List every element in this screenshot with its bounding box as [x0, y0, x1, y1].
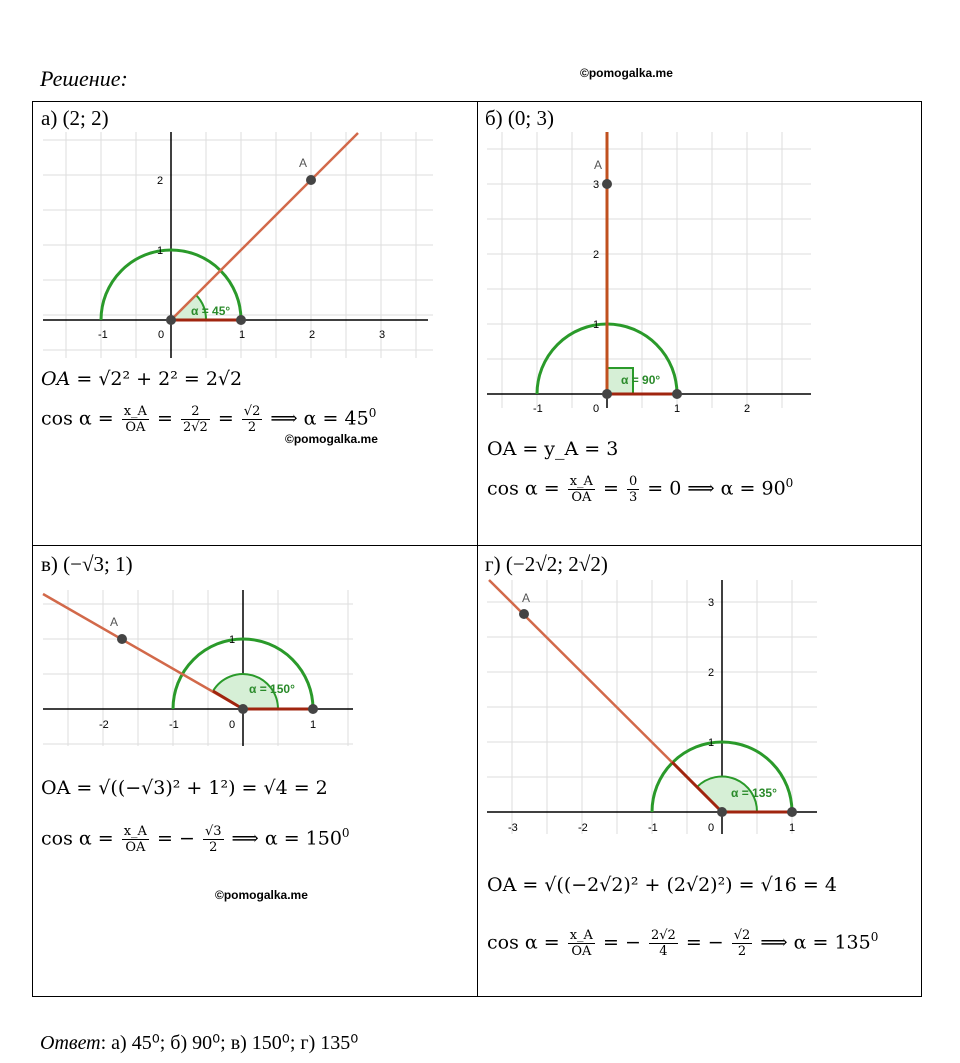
cell-g-cos-formula	[487, 928, 878, 959]
cell-a-cos-formula: cos α = $\frac{x\_A}{OA}$ = $\frac{2}{2√2}$ = $\frac{√2}{2}$ ⟹ $\alpha = 45^0$	[41, 404, 377, 435]
graph-v-xtick: -1	[169, 719, 179, 731]
graph-a-grid	[43, 132, 433, 358]
graph-g-origin-point	[717, 807, 727, 817]
cell-g-cos-mid-2: = −	[685, 931, 724, 954]
graph-b-xtick: 0	[593, 403, 600, 415]
cell-g-frac-3: $\frac{√2}{2}$	[733, 928, 751, 959]
cell-a-frac-3: $\frac{√2}{2}$	[243, 404, 261, 435]
graph-a-ray	[171, 133, 358, 320]
graph-a-point-label: A	[299, 156, 308, 170]
graph-v-point-a	[117, 634, 127, 644]
table-divider-vertical	[477, 102, 478, 996]
cell-v-frac-2: $\frac{√3}{2}$	[204, 824, 222, 855]
solution-table	[32, 101, 922, 997]
cell-a-cos-result: ⟹ α = 45	[270, 407, 369, 430]
cell-a-cos-prefix: cos α =	[41, 407, 114, 430]
watermark-cell-a: ©pomogalka.me	[285, 432, 378, 446]
graph-v-angle-label: α = 150°	[249, 682, 295, 696]
graph-a-ytick: 2	[157, 175, 164, 187]
graph-g-ytick: 3	[708, 597, 715, 609]
graph-b-ytick: 3	[593, 179, 600, 191]
graph-a-xtick: -1	[98, 329, 108, 341]
cell-b-oa-formula: OA = y_A = 3	[487, 438, 619, 460]
cell-a-frac-2: $\frac{2}{2√2}$	[182, 404, 208, 435]
graph-v-xtick: 1	[310, 719, 317, 731]
graph-b-grid	[487, 132, 811, 408]
cell-a-oa-lhs: OA	[41, 368, 71, 390]
graph-v	[43, 590, 353, 746]
graph-a-point-a	[306, 175, 316, 185]
cell-g-frac-2: $\frac{2√2}{4}$	[650, 928, 676, 959]
answer-prefix: Ответ	[40, 1032, 101, 1054]
graph-v-xtick: -2	[99, 719, 109, 731]
graph-b-xtick: 2	[744, 403, 751, 415]
graph-a-ytick: 1	[157, 245, 164, 257]
cell-b-cos-degree: 0	[785, 476, 794, 491]
graph-v-grid	[43, 590, 353, 746]
graph-a-origin-point	[166, 315, 176, 325]
graph-g-xtick: -3	[508, 822, 518, 834]
cell-v-oa-formula: OA = √((−√3)² + 1²) = √4 = 2	[41, 777, 328, 799]
graph-g-point-a	[519, 609, 529, 619]
watermark-top: ©pomogalka.me	[580, 66, 673, 80]
graph-b-angle-label: α = 90°	[621, 373, 661, 387]
graph-g-angle-label: α = 135°	[731, 786, 777, 800]
graph-g-xtick: -1	[648, 822, 658, 834]
cell-v-frac-1: $\frac{x\_A}{OA}$	[123, 824, 147, 855]
cell-b-frac-1: $\frac{x\_A}{OA}$	[569, 474, 593, 505]
graph-v-origin-point	[238, 704, 248, 714]
graph-a	[43, 132, 433, 358]
cell-b-cos-result: = 0 ⟹ α = 90	[647, 477, 786, 500]
graph-a-xtick: 2	[309, 329, 316, 341]
graph-a-angle-label: α = 45°	[191, 304, 231, 318]
graph-g-xtick: 1	[789, 822, 796, 834]
cell-g-oa-formula: OA = √((−2√2)² + (2√2)²) = √16 = 4	[487, 874, 837, 896]
cell-a-frac-1: $\frac{x\_A}{OA}$	[123, 404, 147, 435]
cell-b-frac-2: $\frac{0}{3}$	[628, 474, 638, 505]
cell-v-cos-degree: 0	[341, 826, 350, 841]
graph-b-point-label: A	[594, 158, 603, 172]
cell-a-cos-degree: 0	[368, 406, 377, 421]
cell-g-cos-result: ⟹ α = 135	[760, 931, 871, 954]
cell-b-cos-prefix: cos α =	[487, 477, 560, 500]
graph-a-unit-point	[236, 315, 246, 325]
graph-g-point-label: A	[522, 591, 531, 605]
cell-g-label: г) (−2√2; 2√2)	[485, 552, 608, 576]
answer-line	[40, 1030, 358, 1055]
cell-v-label: в) (−√3; 1)	[41, 552, 133, 576]
graph-b-unit-point	[672, 389, 682, 399]
graph-v-unit-point	[308, 704, 318, 714]
graph-b-ytick: 1	[593, 319, 600, 331]
graph-b-xtick: 1	[674, 403, 681, 415]
cell-g-frac-1: $\frac{x\_A}{OA}$	[569, 928, 593, 959]
graph-b-xtick: -1	[533, 403, 543, 415]
cell-b-label: б) (0; 3)	[485, 106, 554, 130]
graph-v-xtick: 0	[229, 719, 236, 731]
graph-b	[487, 132, 811, 415]
cell-v-cos-prefix: cos α =	[41, 827, 114, 850]
cell-v-cos-result: ⟹ α = 150	[231, 827, 342, 850]
table-divider-horizontal	[33, 545, 921, 546]
graph-b-ytick: 2	[593, 249, 600, 261]
graph-a-xtick: 0	[158, 329, 165, 341]
graph-b-origin-point	[602, 389, 612, 399]
graph-g-xtick: 0	[708, 822, 715, 834]
cell-a-oa-formula	[41, 368, 242, 390]
watermark-cell-v: ©pomogalka.me	[215, 888, 308, 902]
cell-a-label: а) (2; 2)	[41, 106, 109, 130]
cell-g-cos-degree: 0	[870, 930, 879, 945]
answer-text: : а) 45⁰; б) 90⁰; в) 150⁰; г) 135⁰	[100, 1032, 359, 1054]
cell-a-oa-rhs: = √2² + 2² = 2√2	[76, 368, 243, 390]
graph-g-unit-point	[787, 807, 797, 817]
cell-g-cos-mid-1: = −	[603, 931, 641, 954]
cell-v-cos-formula	[41, 824, 350, 855]
solution-heading: Решение:	[40, 66, 128, 91]
graph-v-point-label: A	[110, 615, 119, 629]
graph-a-xtick: 3	[379, 329, 386, 341]
cell-g-cos-prefix: cos α =	[487, 931, 560, 954]
graph-g-ytick: 1	[708, 737, 715, 749]
graph-g	[487, 580, 817, 834]
graph-a-xtick: 1	[239, 329, 246, 341]
graph-v-ytick: 1	[229, 634, 236, 646]
cell-v-cos-mid: = −	[157, 827, 195, 850]
graph-g-xtick: -2	[578, 822, 588, 834]
cell-b-cos-formula: cos α = $\frac{x\_A}{OA}$ = $\frac{0}{3}$ = 0 ⟹ $\alpha = 90^0$	[487, 474, 794, 505]
graph-g-ytick: 2	[708, 667, 715, 679]
graph-b-point-a	[602, 179, 612, 189]
